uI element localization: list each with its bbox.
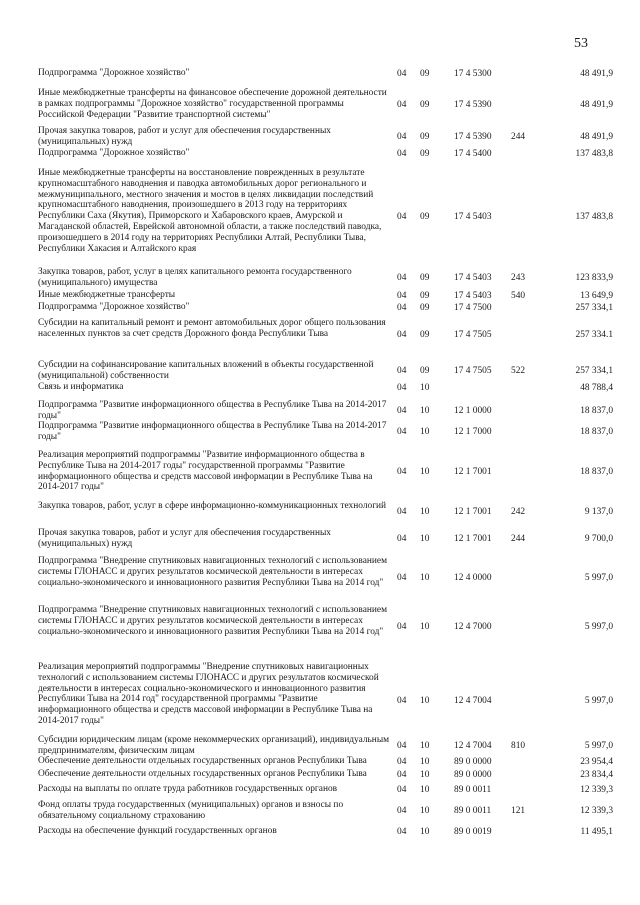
cell-csr: 17 4 5390 <box>454 132 492 142</box>
cell-csr: 17 4 7500 <box>454 303 492 313</box>
row-description: Субсидии юридическим лицам (кроме некоммерческих организаций), индивидуальным предпринимателям, физическим лицам <box>38 735 390 756</box>
cell-rz: 04 <box>397 827 407 837</box>
cell-csr: 17 4 5403 <box>454 212 492 222</box>
cell-sum: 13 649,9 <box>580 291 613 301</box>
cell-sum: 23 954,4 <box>580 757 613 767</box>
cell-csr: 17 4 5400 <box>454 149 492 159</box>
cell-rz: 04 <box>397 770 407 780</box>
cell-csr: 89 0 0000 <box>454 757 492 767</box>
cell-rz: 04 <box>397 273 407 283</box>
cell-rz: 04 <box>397 622 407 632</box>
cell-sum: 137 483,8 <box>575 149 613 159</box>
cell-csr: 12 1 7001 <box>454 467 492 477</box>
cell-sum: 137 483,8 <box>575 212 613 222</box>
cell-rz: 04 <box>397 467 407 477</box>
cell-pr: 09 <box>420 330 430 340</box>
cell-sum: 257 334,1 <box>575 303 613 313</box>
cell-vr: 121 <box>511 806 526 816</box>
cell-pr: 09 <box>420 132 430 142</box>
cell-vr: 244 <box>511 132 526 142</box>
cell-sum: 18 837,0 <box>580 467 613 477</box>
cell-pr: 09 <box>420 69 430 79</box>
row-description: Подпрограмма "Развитие информационного общества в Республике Тыва на 2014-2017 годы" <box>38 421 387 442</box>
cell-pr: 10 <box>420 406 430 416</box>
cell-sum: 12 339,3 <box>580 785 613 795</box>
cell-vr: 540 <box>511 291 526 301</box>
cell-sum: 48 491,9 <box>580 132 613 142</box>
row-description: Подпрограмма "Дорожное хозяйство" <box>38 302 190 312</box>
cell-pr: 10 <box>420 770 430 780</box>
cell-sum: 5 997,0 <box>584 622 613 632</box>
cell-csr: 12 1 7001 <box>454 534 492 544</box>
cell-vr: 522 <box>511 366 526 376</box>
row-description: Прочая закупка товаров, работ и услуг для обеспечения государственных (муниципальных) нужд <box>38 126 331 147</box>
cell-csr: 17 4 5403 <box>454 273 492 283</box>
cell-rz: 04 <box>397 330 407 340</box>
cell-pr: 09 <box>420 273 430 283</box>
cell-csr: 12 1 7001 <box>454 507 492 517</box>
cell-rz: 04 <box>397 149 407 159</box>
cell-sum: 257 334,1 <box>575 366 613 376</box>
cell-rz: 04 <box>397 757 407 767</box>
cell-rz: 04 <box>397 427 407 437</box>
row-description: Обеспечение деятельности отдельных государственных органов Республики Тыва <box>38 756 367 766</box>
cell-vr: 810 <box>511 741 526 751</box>
cell-pr: 10 <box>420 827 430 837</box>
cell-rz: 04 <box>397 291 407 301</box>
row-description: Обеспечение деятельности отдельных государственных органов Республики Тыва <box>38 769 367 779</box>
cell-pr: 10 <box>420 467 430 477</box>
row-description: Иные межбюджетные трансферты <box>38 290 176 300</box>
row-description: Расходы на выплаты по оплате труда работников государственных органов <box>38 784 338 794</box>
cell-pr: 10 <box>420 622 430 632</box>
cell-sum: 48 491,9 <box>580 69 613 79</box>
cell-rz: 04 <box>397 212 407 222</box>
cell-pr: 09 <box>420 212 430 222</box>
cell-pr: 09 <box>420 366 430 376</box>
row-description: Подпрограмма "Дорожное хозяйство" <box>38 68 190 78</box>
cell-rz: 04 <box>397 741 407 751</box>
cell-sum: 48 788,4 <box>580 383 613 393</box>
cell-sum: 5 997,0 <box>584 573 613 583</box>
cell-sum: 18 837,0 <box>580 406 613 416</box>
cell-rz: 04 <box>397 100 407 110</box>
cell-pr: 09 <box>420 303 430 313</box>
cell-sum: 48 491,9 <box>580 100 613 110</box>
row-description: Подпрограмма "Внедрение спутниковых навигационных технологий с использованием системы ГЛОНАСС и других результатов космической деятельности в интересах социально-экономического и инновационного развития Республики Тыва на 2014 год" <box>38 605 388 637</box>
cell-sum: 23 834,4 <box>580 770 613 780</box>
cell-sum: 257 334.1 <box>575 330 613 340</box>
cell-pr: 10 <box>420 534 430 544</box>
row-description: Иные межбюджетные трансферты на восстановление поврежденных в результате крупномасштабного наводнения и паводка автомобильных дорог регионального и межмуниципального, местного значения и мостов в целях ликвидации последствий крупномасштабного наводнения, произошедшего в 2013 году на территориях Республики Саха (Якутия), Приморского и Хабаровского краев, Амурской и Магаданской областей, Еврейской автономной области, а также последствий паводка, произошедшего в 2014 году на территориях Республики Алтай, Республики Тыва, Республики Хакасия и Алтайского края <box>38 168 382 254</box>
cell-rz: 04 <box>397 806 407 816</box>
cell-pr: 09 <box>420 149 430 159</box>
cell-vr: 242 <box>511 507 526 517</box>
cell-pr: 09 <box>420 291 430 301</box>
cell-csr: 17 4 5403 <box>454 291 492 301</box>
row-description: Субсидии на капитальный ремонт и ремонт автомобильных дорог общего пользования населенных пунктов за счет средств Дорожного фонда Республики Тыва <box>38 318 386 339</box>
cell-pr: 10 <box>420 806 430 816</box>
cell-sum: 123 833,9 <box>575 273 613 283</box>
cell-csr: 12 1 7000 <box>454 427 492 437</box>
cell-rz: 04 <box>397 303 407 313</box>
cell-csr: 89 0 0011 <box>454 785 492 795</box>
cell-vr: 243 <box>511 273 526 283</box>
row-description: Иные межбюджетные трансферты на финансовое обеспечение дорожной деятельности в рамках подпрограммы "Дорожное хозяйство" государственной программы Российской Федерации "Развитие транспортной системы" <box>38 88 387 120</box>
cell-csr: 89 0 0011 <box>454 806 492 816</box>
row-description: Фонд оплаты труда государственных (муниципальных) органов и взносы по обязательному социальному страхованию <box>38 800 344 821</box>
cell-sum: 18 837,0 <box>580 427 613 437</box>
cell-csr: 12 4 7004 <box>454 741 492 751</box>
cell-csr: 17 4 7505 <box>454 330 492 340</box>
cell-vr: 244 <box>511 534 526 544</box>
row-description: Подпрограмма "Дорожное хозяйство" <box>38 148 190 158</box>
cell-csr: 17 4 5300 <box>454 69 492 79</box>
row-description: Подпрограмма "Внедрение спутниковых навигационных технологий с использованием системы ГЛОНАСС и других результатов космической деятельности в интересах социально-экономического и инновационного развития Республики Тыва на 2014 год" <box>38 556 388 588</box>
cell-rz: 04 <box>397 406 407 416</box>
cell-csr: 17 4 7505 <box>454 366 492 376</box>
cell-csr: 12 4 0000 <box>454 573 492 583</box>
cell-rz: 04 <box>397 573 407 583</box>
row-description: Закупка товаров, работ, услуг в целях капитального ремонта государственного (муниципального) имущества <box>38 267 352 288</box>
cell-sum: 5 997,0 <box>584 741 613 751</box>
cell-pr: 10 <box>420 696 430 706</box>
cell-sum: 12 339,3 <box>580 806 613 816</box>
cell-pr: 10 <box>420 741 430 751</box>
row-description: Субсидии на софинансирование капитальных вложений в объекты государственной (муниципальной) собственности <box>38 360 374 381</box>
row-description: Подпрограмма "Развитие информационного общества в Республике Тыва на 2014-2017 годы" <box>38 400 387 421</box>
cell-rz: 04 <box>397 507 407 517</box>
row-description: Связь и информатика <box>38 382 124 392</box>
cell-rz: 04 <box>397 69 407 79</box>
cell-rz: 04 <box>397 383 407 393</box>
cell-pr: 10 <box>420 427 430 437</box>
cell-sum: 9 137,0 <box>584 507 613 517</box>
cell-pr: 10 <box>420 757 430 767</box>
row-description: Расходы на обеспечение функций государственных органов <box>38 826 277 836</box>
cell-csr: 12 4 7000 <box>454 622 492 632</box>
row-description: Закупка товаров, работ, услуг в сфере информационно-коммуникационных технологий <box>38 501 387 511</box>
cell-csr: 89 0 0019 <box>454 827 492 837</box>
cell-sum: 9 700,0 <box>584 534 613 544</box>
cell-rz: 04 <box>397 366 407 376</box>
cell-csr: 89 0 0000 <box>454 770 492 780</box>
cell-rz: 04 <box>397 696 407 706</box>
cell-rz: 04 <box>397 785 407 795</box>
cell-csr: 12 4 7004 <box>454 696 492 706</box>
row-description: Реализация мероприятий подпрограммы "Внедрение спутниковых навигационных технологий с использованием системы ГЛОНАСС и других результатов космической деятельности в интересах социально-экономического и инновационного развития Республики Тыва на 2014 год" государственной программы "Развитие информационного общества и средств массовой информации в Республике Тыва на 2014-2017 годы" <box>38 662 379 726</box>
row-description: Прочая закупка товаров, работ и услуг для обеспечения государственных (муниципальных) нужд <box>38 528 331 549</box>
cell-rz: 04 <box>397 132 407 142</box>
cell-sum: 5 997,0 <box>584 696 613 706</box>
cell-pr: 10 <box>420 507 430 517</box>
cell-pr: 09 <box>420 100 430 110</box>
cell-pr: 10 <box>420 573 430 583</box>
page-number: 53 <box>574 36 588 51</box>
cell-csr: 17 4 5390 <box>454 100 492 110</box>
cell-rz: 04 <box>397 534 407 544</box>
cell-sum: 11 495,1 <box>580 827 613 837</box>
cell-pr: 10 <box>420 383 430 393</box>
row-description: Реализация мероприятий подпрограммы "Развитие информационного общества в Республике Тыва на 2014-2017 годы" государственной программы "Развитие информационного общества и средств массовой информации в Республике Тыва на 2014-2017 годы" <box>38 450 373 493</box>
cell-csr: 12 1 0000 <box>454 406 492 416</box>
cell-pr: 10 <box>420 785 430 795</box>
